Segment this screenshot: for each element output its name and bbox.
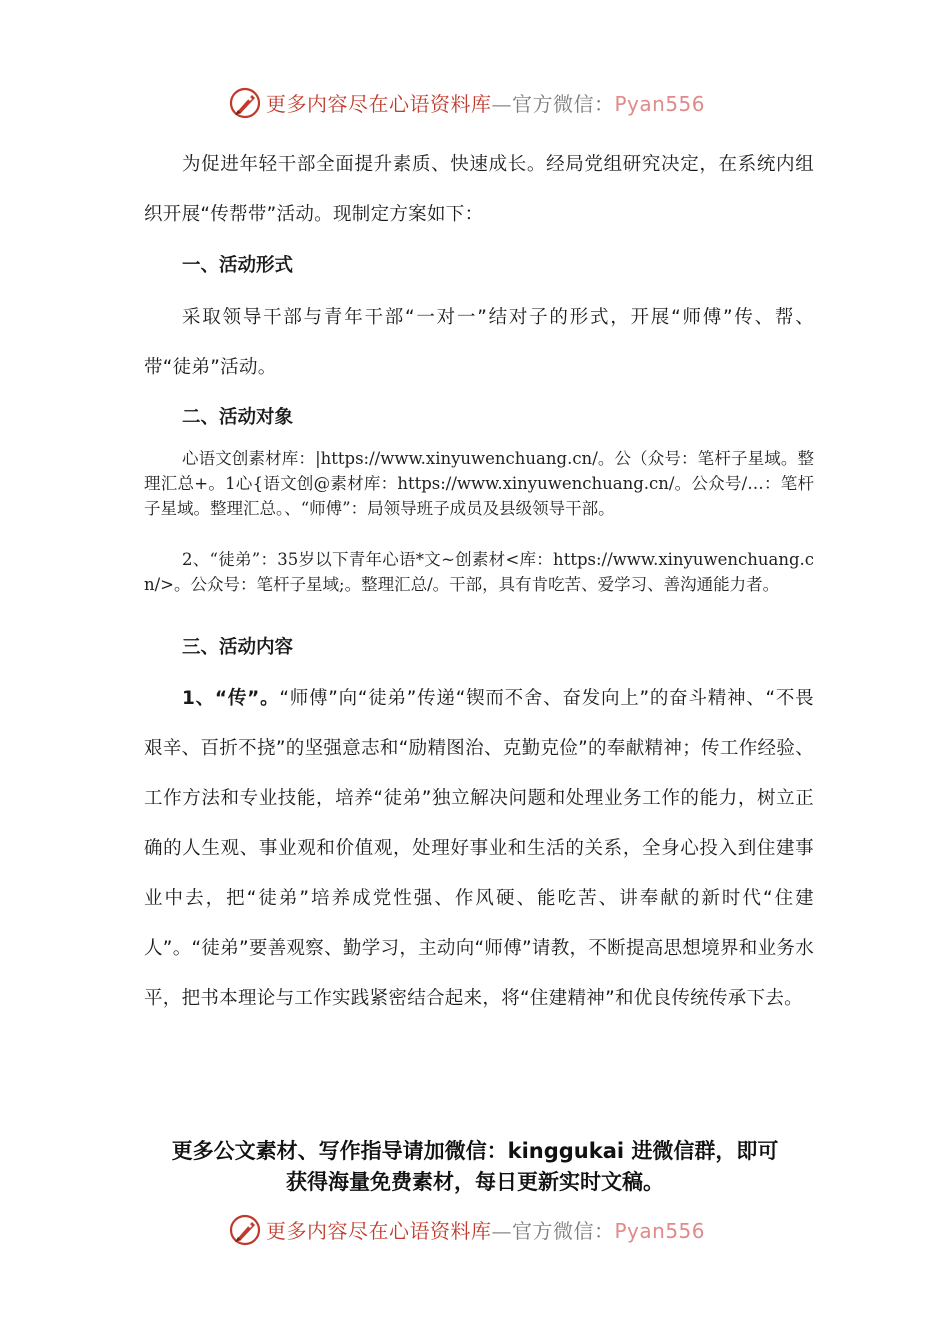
- section3-lead: 1、“传”。: [182, 688, 280, 709]
- banner-wechat-id: Pyan556: [614, 92, 706, 116]
- banner-text: [266, 1218, 705, 1244]
- section1-heading: 一、活动形式: [182, 255, 294, 276]
- banner-main-text: 更多内容尽在心语资料库: [266, 92, 492, 116]
- banner-dash: —: [491, 1219, 512, 1243]
- pen-nib-logo-icon: [228, 1213, 262, 1247]
- section3-heading: 三、活动内容: [182, 637, 294, 658]
- footer-line1: 更多公文素材、写作指导请加微信：kinggukai 进微信群，即可: [171, 1139, 779, 1163]
- banner-wechat-label: 官方微信：: [512, 92, 615, 116]
- section2-item1: 心语文创素材库：|https://www.xinyuwenchuang.cn/。公（众号：笔杆子星域。整理汇总+。1心{语文创@素材库：https://www.xinyuwenchuang.cn/。公众号/…：笔杆子星域。整理汇总。、“师傅”：局领导班子成员及县级领导干部。: [144, 449, 814, 518]
- pen-nib-logo-icon: [228, 86, 262, 120]
- header-banner: [0, 84, 950, 124]
- intro-paragraph: 为促进年轻干部全面提升素质、快速成长。经局党组研究决定，在系统内组织开展“传帮带”活动。现制定方案如下：: [144, 154, 814, 225]
- section3-text: “师傅”向“徒弟”传递“锲而不舍、奋发向上”的奋斗精神、“不畏艰辛、百折不挠”的坚强意志和“励精图治、克勤克俭”的奉献精神；传工作经验、工作方法和专业技能，培养“徒弟”独立解决问题和处理业务工作的能力，树立正确的人生观、事业观和价值观，处理好事业和生活的关系，全身心投入到住建事业中去，把“徒弟”培养成党性强、作风硬、能吃苦、讲奉献的新时代“住建人”。“徒弟”要善观察、勤学习，主动向“师傅”请教，不断提高思想境界和业务水平，把书本理论与工作实践紧密结合起来，将“住建精神”和优良传统传承下去。: [144, 688, 814, 1009]
- footer-banner: [0, 1211, 950, 1251]
- banner-text: [266, 91, 705, 117]
- banner-dash: —: [491, 92, 512, 116]
- banner-main-text: 更多内容尽在心语资料库: [266, 1219, 492, 1243]
- section3-paragraph: [144, 674, 814, 1024]
- footer-promo: [100, 1136, 850, 1198]
- section2-heading: 二、活动对象: [182, 407, 294, 428]
- footer-line2: 获得海量免费素材，每日更新实时文稿。: [286, 1170, 664, 1194]
- section2-item2: 2、“徒弟”：35岁以下青年心语*文~创素材<库：https://www.xinyuwenchuang.cn/>。公众号：笔杆子星域;。整理汇总/。干部，具有肯吃苦、爱学习、善沟通能力者。: [144, 550, 814, 594]
- banner-wechat-id: Pyan556: [614, 1219, 706, 1243]
- banner-wechat-label: 官方微信：: [512, 1219, 615, 1243]
- section1-paragraph: 采取领导干部与青年干部“一对一”结对子的形式，开展“师傅”传、帮、带“徒弟”活动。: [144, 307, 814, 378]
